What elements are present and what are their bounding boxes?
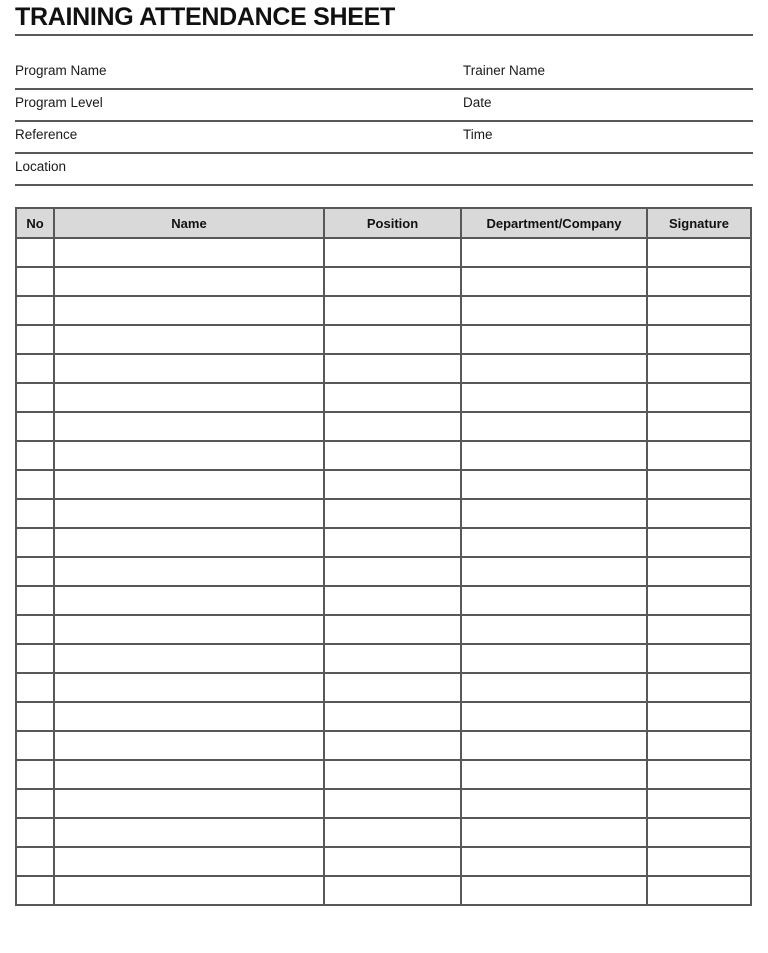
cell-position[interactable] (324, 818, 461, 847)
cell-department[interactable] (461, 528, 647, 557)
title-block (15, 0, 753, 36)
cell-department[interactable] (461, 876, 647, 905)
cell-position[interactable] (324, 847, 461, 876)
cell-no[interactable] (16, 702, 54, 731)
cell-department[interactable] (461, 267, 647, 296)
cell-signature[interactable] (647, 789, 751, 818)
cell-name[interactable] (54, 238, 324, 267)
table-row (16, 557, 751, 586)
cell-department[interactable] (461, 383, 647, 412)
cell-department[interactable] (461, 847, 647, 876)
table-row (16, 673, 751, 702)
label-time: Time (463, 127, 493, 142)
cell-signature[interactable] (647, 847, 751, 876)
cell-department[interactable] (461, 760, 647, 789)
cell-signature[interactable] (647, 586, 751, 615)
label-reference: Reference (15, 127, 78, 142)
cell-position[interactable] (324, 760, 461, 789)
cell-no[interactable] (16, 847, 54, 876)
cell-signature[interactable] (647, 267, 751, 296)
cell-department[interactable] (461, 499, 647, 528)
table-header (16, 208, 751, 238)
cell-position[interactable] (324, 673, 461, 702)
cell-name[interactable] (54, 876, 324, 905)
cell-name[interactable] (54, 847, 324, 876)
cell-position[interactable] (324, 296, 461, 325)
column-header-department: Department/Company (461, 208, 647, 238)
cell-signature[interactable] (647, 615, 751, 644)
cell-department[interactable] (461, 441, 647, 470)
cell-signature[interactable] (647, 441, 751, 470)
cell-signature[interactable] (647, 731, 751, 760)
table-row (16, 644, 751, 673)
label-trainer-name: Trainer Name (463, 63, 546, 78)
cell-department[interactable] (461, 702, 647, 731)
cell-no[interactable] (16, 441, 54, 470)
cell-no[interactable] (16, 789, 54, 818)
table-row (16, 412, 751, 441)
table-row (16, 441, 751, 470)
cell-position[interactable] (324, 731, 461, 760)
cell-name[interactable] (54, 702, 324, 731)
table-row (16, 238, 751, 267)
cell-position[interactable] (324, 499, 461, 528)
cell-name[interactable] (54, 325, 324, 354)
cell-signature[interactable] (647, 412, 751, 441)
cell-name[interactable] (54, 644, 324, 673)
cell-department[interactable] (461, 731, 647, 760)
cell-name[interactable] (54, 557, 324, 586)
label-location: Location (15, 159, 67, 174)
cell-position[interactable] (324, 876, 461, 905)
table-row (16, 760, 751, 789)
cell-signature[interactable] (647, 528, 751, 557)
cell-name[interactable] (54, 383, 324, 412)
cell-department[interactable] (461, 557, 647, 586)
table-row (16, 296, 751, 325)
cell-signature[interactable] (647, 557, 751, 586)
table-row (16, 731, 751, 760)
table-row (16, 847, 751, 876)
cell-position[interactable] (324, 644, 461, 673)
form-row-reference (15, 122, 753, 154)
cell-name[interactable] (54, 499, 324, 528)
cell-name[interactable] (54, 267, 324, 296)
table-row (16, 876, 751, 905)
cell-position[interactable] (324, 412, 461, 441)
cell-department[interactable] (461, 412, 647, 441)
cell-no[interactable] (16, 818, 54, 847)
cell-name[interactable] (54, 441, 324, 470)
cell-position[interactable] (324, 441, 461, 470)
cell-name[interactable] (54, 586, 324, 615)
table-body (16, 238, 751, 905)
table-row (16, 267, 751, 296)
cell-no[interactable] (16, 557, 54, 586)
cell-name[interactable] (54, 296, 324, 325)
cell-name[interactable] (54, 818, 324, 847)
cell-no[interactable] (16, 644, 54, 673)
label-program-name: Program Name (15, 63, 107, 78)
cell-no[interactable] (16, 876, 54, 905)
cell-department[interactable] (461, 238, 647, 267)
cell-position[interactable] (324, 354, 461, 383)
cell-signature[interactable] (647, 325, 751, 354)
cell-position[interactable] (324, 528, 461, 557)
cell-position[interactable] (324, 238, 461, 267)
table-row (16, 383, 751, 412)
cell-no[interactable] (16, 325, 54, 354)
column-header-signature: Signature (647, 208, 751, 238)
cell-department[interactable] (461, 325, 647, 354)
title-divider (15, 34, 753, 36)
cell-department[interactable] (461, 789, 647, 818)
column-header-no: No (16, 208, 54, 238)
table-row (16, 702, 751, 731)
table-row (16, 354, 751, 383)
column-header-name: Name (54, 208, 324, 238)
cell-signature[interactable] (647, 644, 751, 673)
form-row-location (15, 154, 753, 186)
cell-no[interactable] (16, 354, 54, 383)
cell-no[interactable] (16, 296, 54, 325)
cell-position[interactable] (324, 586, 461, 615)
cell-name[interactable] (54, 731, 324, 760)
cell-department[interactable] (461, 586, 647, 615)
attendance-table (15, 207, 752, 906)
cell-department[interactable] (461, 644, 647, 673)
cell-name[interactable] (54, 470, 324, 499)
cell-position[interactable] (324, 615, 461, 644)
table-row (16, 818, 751, 847)
cell-position[interactable] (324, 702, 461, 731)
cell-department[interactable] (461, 818, 647, 847)
cell-name[interactable] (54, 354, 324, 383)
cell-signature[interactable] (647, 296, 751, 325)
cell-signature[interactable] (647, 470, 751, 499)
cell-position[interactable] (324, 267, 461, 296)
cell-no[interactable] (16, 760, 54, 789)
cell-no[interactable] (16, 615, 54, 644)
cell-name[interactable] (54, 615, 324, 644)
cell-signature[interactable] (647, 499, 751, 528)
cell-name[interactable] (54, 412, 324, 441)
cell-no[interactable] (16, 267, 54, 296)
cell-no[interactable] (16, 412, 54, 441)
attendance-table-block (15, 207, 753, 906)
cell-no[interactable] (16, 528, 54, 557)
form-fields (15, 58, 753, 186)
cell-signature[interactable] (647, 876, 751, 905)
cell-position[interactable] (324, 557, 461, 586)
table-row (16, 615, 751, 644)
cell-signature[interactable] (647, 760, 751, 789)
cell-no[interactable] (16, 731, 54, 760)
table-row (16, 586, 751, 615)
page-title: TRAINING ATTENDANCE SHEET (15, 3, 396, 31)
cell-name[interactable] (54, 760, 324, 789)
cell-department[interactable] (461, 296, 647, 325)
cell-name[interactable] (54, 673, 324, 702)
cell-signature[interactable] (647, 673, 751, 702)
cell-department[interactable] (461, 673, 647, 702)
cell-no[interactable] (16, 470, 54, 499)
cell-department[interactable] (461, 470, 647, 499)
cell-department[interactable] (461, 615, 647, 644)
form-row-program-level (15, 90, 753, 122)
cell-position[interactable] (324, 789, 461, 818)
label-date: Date (463, 95, 492, 110)
cell-no[interactable] (16, 238, 54, 267)
cell-signature[interactable] (647, 702, 751, 731)
cell-signature[interactable] (647, 383, 751, 412)
cell-signature[interactable] (647, 238, 751, 267)
cell-position[interactable] (324, 383, 461, 412)
cell-no[interactable] (16, 499, 54, 528)
cell-position[interactable] (324, 470, 461, 499)
cell-signature[interactable] (647, 354, 751, 383)
column-header-position: Position (324, 208, 461, 238)
table-header-row (16, 208, 751, 238)
form-row-program-name (15, 58, 753, 90)
table-row (16, 789, 751, 818)
cell-position[interactable] (324, 325, 461, 354)
cell-department[interactable] (461, 354, 647, 383)
cell-no[interactable] (16, 586, 54, 615)
table-row (16, 528, 751, 557)
cell-no[interactable] (16, 383, 54, 412)
cell-name[interactable] (54, 528, 324, 557)
table-row (16, 470, 751, 499)
table-row (16, 325, 751, 354)
label-program-level: Program Level (15, 95, 103, 110)
table-row (16, 499, 751, 528)
cell-signature[interactable] (647, 818, 751, 847)
cell-no[interactable] (16, 673, 54, 702)
cell-name[interactable] (54, 789, 324, 818)
